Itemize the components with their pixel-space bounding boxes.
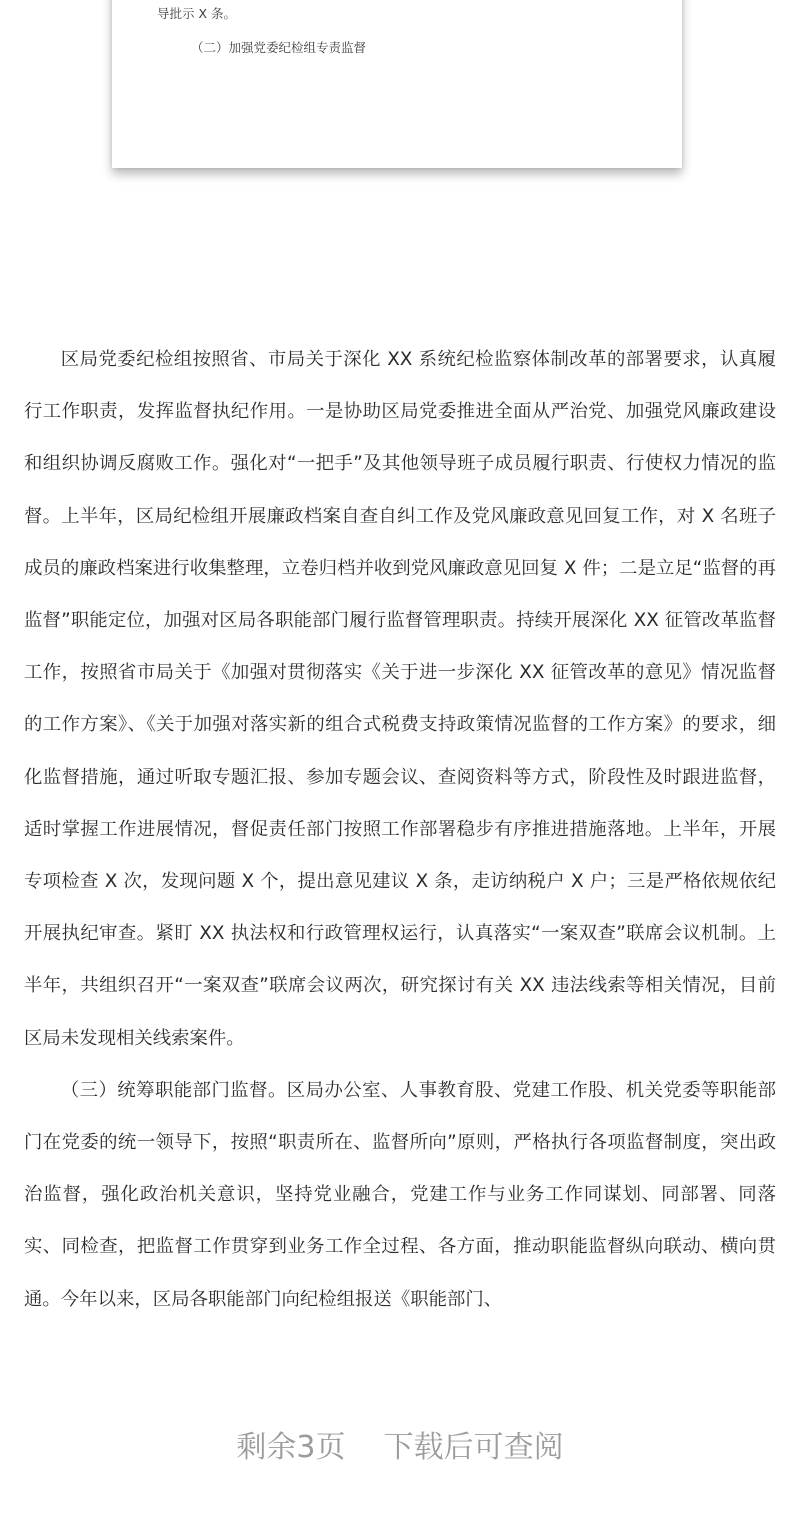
preview-page-card [112, 0, 682, 168]
paragraph-functional-departments: （三）统筹职能部门监督。区局办公室、人事教育股、党建工作股、机关党委等职能部门在党委的统一领导下，按照“职责所在、监督所向”原则，严格执行各项监督制度，突出政治监督，强化政治机关意识，坚持党业融合，党建工作与业务工作同谋划、同部署、同落实、同检查，把监督工作贯穿到业务工作全过程、各方面，推动职能监督纵向联动、横向贯通。今年以来，区局各职能部门向纪检组报送《职能部门、 [24, 1079, 776, 1310]
download-prompt[interactable] [0, 1422, 800, 1466]
document-body [24, 334, 776, 1326]
preview-text-line: 导批示 X 条。 [157, 6, 237, 21]
download-hint-label: 下载后可查阅 [383, 1430, 564, 1465]
paragraph-discipline-group: 区局党委纪检组按照省、市局关于深化 XX 系统纪检监察体制改革的部署要求，认真履行工作职责，发挥监督执纪作用。一是协助区局党委推进全面从严治党、加强党风廉政建设和组织协调反腐败工作。强化对“一把手”及其他领导班子成员履行职责、行使权力情况的监督。上半年，区局纪检组开展廉政档案自查自纠工作及党风廉政意见回复工作，对 X 名班子成员的廉政档案进行收集整理，立卷归档并收到党风廉政意见回复 X 件；二是立足“监督的再监督”职能定位，加强对区局各职能部门履行监督管理职责。持续开展深化 XX 征管改革监督工作，按照省市局关于《加强对贯彻落实《关于进一步深化 XX 征管改革的意见》情况监督的工作方案》、《关于加强对落实新的组合式税费支持政策情况监督的工作方案》的要求，细化监督措施，通过听取专题汇报、参加专题会议、查阅资料等方式，阶段性及时跟进监督，适时掌握工作进展情况，督促责任部门按照工作部署稳步有序推进措施落地。上半年，开展专项检查 X 次，发现问题 X 个，提出意见建议 X 条，走访纳税户 X 户；三是严格依规依纪开展执纪审查。紧盯 XX 执法权和行政管理权运行，认真落实“一案双查”联席会议机制。上半年，共组织召开“一案双查”联席会议两次，研究探讨有关 XX 违法线索等相关情况，目前区局未发现相关线索案件。 [24, 349, 776, 1049]
remaining-pages-label: 剩余3页 [236, 1430, 346, 1465]
preview-section-heading: （二）加强党委纪检组专责监督 [191, 40, 367, 55]
